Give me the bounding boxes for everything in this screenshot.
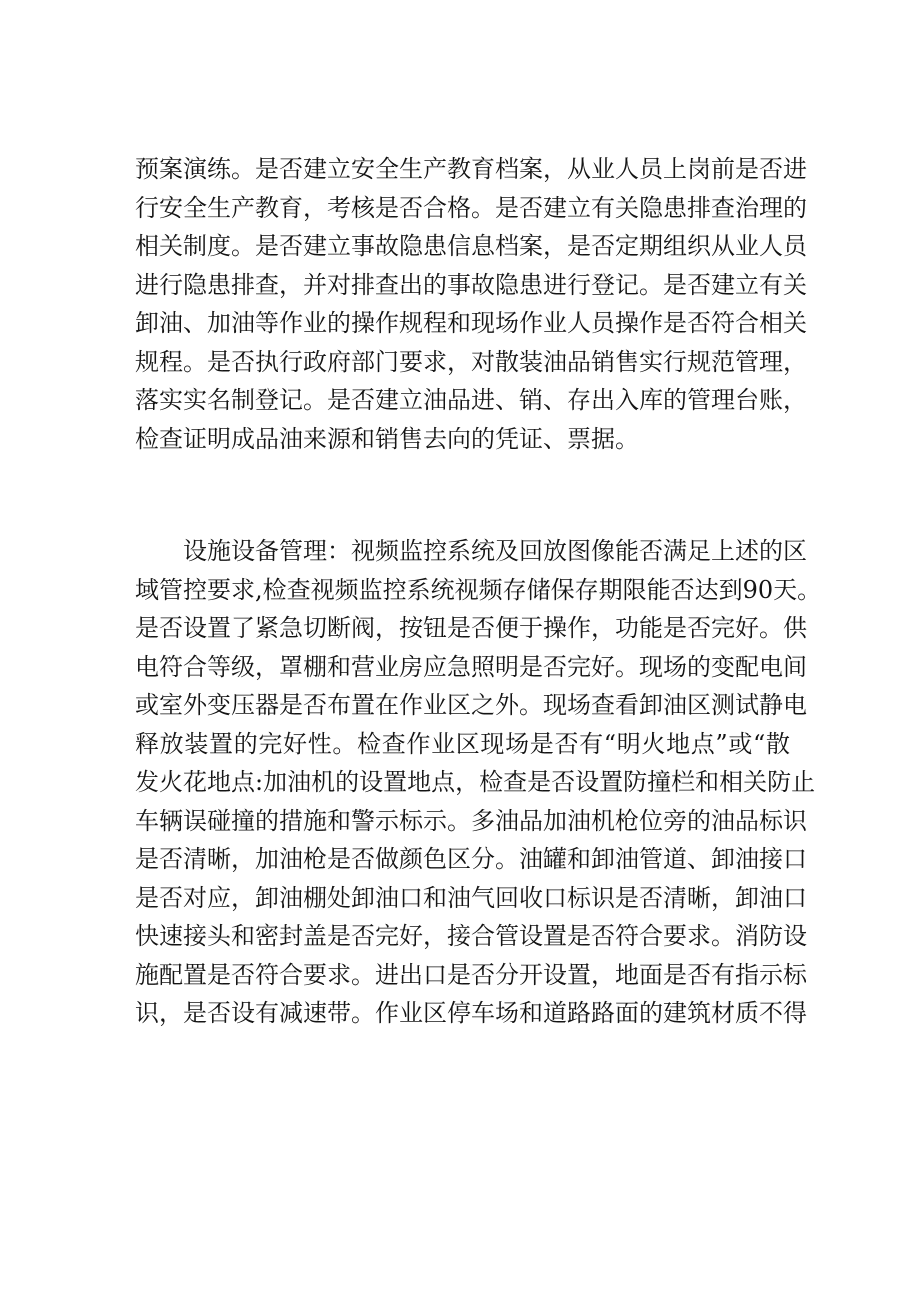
text-line: 施配置是否符合要求。进出口是否分开设置，地面是否有指示标 (135, 960, 807, 989)
text-line: 域管控要求,检查视频监控系统视频存储保存期限能否达到90天。 (135, 575, 822, 604)
text-line: 卸油、加油等作业的操作规程和现场作业人员操作是否符合相关 (135, 309, 807, 337)
text-line: 设施设备管理：视频监控系统及回放图像能否满足上述的区 (183, 537, 807, 565)
paragraph-facility-management (135, 532, 822, 1033)
text-line: 行安全生产教育，考核是否合格。是否建立有关隐患排查治理的 (135, 193, 807, 222)
paragraph-safety-records (135, 150, 807, 458)
text-line: 是否设置了紧急切断阀，按钮是否便于操作，功能是否完好。供 (135, 614, 807, 642)
text-line: 发火花地点:加油机的设置地点，检查是否设置防撞栏和相关防止 (135, 768, 816, 796)
text-line: 落实实名制登记。是否建立油品进、销、存出入库的管理台账， (135, 386, 807, 414)
text-line: 电符合等级，罩棚和营业房应急照明是否完好。现场的变配电间 (135, 652, 807, 681)
text-line: 车辆误碰撞的措施和警示标示。多油品加油机枪位旁的油品标识 (135, 806, 807, 835)
text-line: 是否对应，卸油棚处卸油口和油气回收口标识是否清晰，卸油口 (135, 883, 807, 912)
text-line: 相关制度。是否建立事故隐患信息档案，是否定期组织从业人员 (135, 232, 807, 260)
text-line: 进行隐患排查，并对排查出的事故隐患进行登记。是否建立有关 (135, 270, 807, 299)
text-line: 检查证明成品油来源和销售去向的凭证、票据。 (135, 424, 639, 453)
text-line: 释放装置的完好性。检查作业区现场是否有“明火地点”或“散 (135, 729, 790, 758)
text-line: 识，是否设有减速带。作业区停车场和道路路面的建筑材质不得 (135, 999, 807, 1027)
text-line: 规程。是否执行政府部门要求，对散装油品销售实行规范管理， (135, 347, 807, 376)
text-line: 预案演练。是否建立安全生产教育档案，从业人员上岗前是否进 (135, 155, 807, 183)
text-line: 快速接头和密封盖是否完好，接合管设置是否符合要求。消防设 (135, 922, 807, 950)
text-line: 是否清晰，加油枪是否做颜色区分。油罐和卸油管道、卸油接口 (135, 845, 807, 873)
text-line: 或室外变压器是否布置在作业区之外。现场查看卸油区测试静电 (135, 691, 807, 719)
